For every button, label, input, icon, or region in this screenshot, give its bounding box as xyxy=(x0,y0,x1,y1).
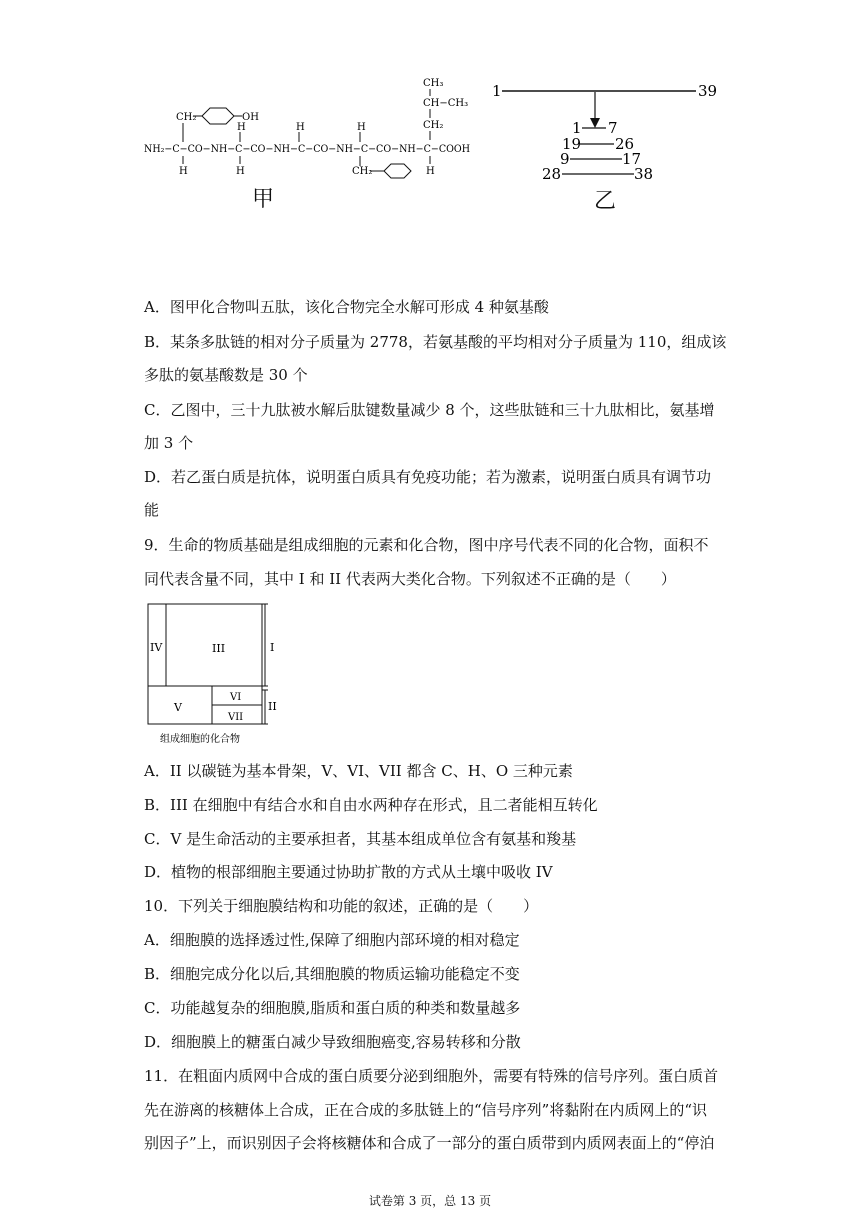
q9-option-d: D．植物的根部细胞主要通过协助扩散的方式从土壤中吸收 IV xyxy=(144,863,553,881)
q8-option-c: C．乙图中，三十九肽被水解后肽键数量减少 8 个，这些肽链和三十九肽相比，氨基增 xyxy=(144,401,715,419)
segment-start: 28 xyxy=(542,165,562,183)
arrow-down-icon xyxy=(590,118,600,128)
segment-end: 38 xyxy=(634,165,654,183)
q10-stem: 10．下列关于细胞膜结构和功能的叙述，正确的是（ ） xyxy=(144,897,539,915)
region-iii-label: III xyxy=(212,642,226,655)
segment-start: 19 xyxy=(562,135,582,153)
region-vi-label: VI xyxy=(230,692,242,703)
region-iv-label: IV xyxy=(150,641,163,654)
segment-end: 7 xyxy=(608,119,618,137)
figure-caption-yi: 乙 xyxy=(594,189,617,214)
benzene-ring-icon xyxy=(384,164,411,178)
area-figure-caption: 组成细胞的化合物 xyxy=(160,734,240,745)
page-footer: 试卷第 3 页，总 13 页 xyxy=(368,1194,492,1208)
segment-end: 26 xyxy=(615,135,635,153)
q9-stem: 9．生命的物质基础是组成细胞的元素和化合物，图中序号代表不同的化合物，面积不 xyxy=(144,536,709,554)
peptide-main-chain: NH₂−C−CO−NH−C−CO−NH−C−CO−NH−C−CO−NH−C−COOH xyxy=(144,144,471,155)
ch2-bottom-label: CH₂ xyxy=(352,166,373,177)
q9-option-a: A．II 以碳链为基本骨架，V、VI、VII 都含 C、H、O 三种元素 xyxy=(144,762,573,780)
h-label: H xyxy=(357,122,366,133)
region-v-label: V xyxy=(174,701,182,714)
q8-option-b-cont: 多肽的氨基酸数是 30 个 xyxy=(144,366,308,384)
segment-start: 1 xyxy=(572,119,582,137)
group-i-label: I xyxy=(270,641,275,654)
ch2-left-label: CH₂ xyxy=(176,112,197,123)
q11-stem-cont2: 别因子”上，而识别因子会将核糖体和合成了一部分的蛋白质带到内质网表面上的“停泊 xyxy=(144,1134,715,1152)
q10-option-b: B．细胞完成分化以后,其细胞膜的物质运输功能稳定不变 xyxy=(144,965,520,983)
q9-stem-cont: 同代表含量不同，其中 I 和 II 代表两大类化合物。下列叙述不正确的是（ ） xyxy=(144,570,676,588)
q8-option-a: A．图甲化合物叫五肽，该化合物完全水解可形成 4 种氨基酸 xyxy=(144,298,549,316)
h-label: H xyxy=(426,166,435,177)
h-label: H xyxy=(296,122,305,133)
q10-option-a: A．细胞膜的选择透过性,保障了细胞内部环境的相对稳定 xyxy=(144,931,520,949)
q9-option-c: C．V 是生命活动的主要承担者，其基本组成单位含有氨基和羧基 xyxy=(144,830,577,848)
chain-end-label: 39 xyxy=(698,82,718,100)
benzene-ring-icon xyxy=(202,108,234,124)
segment-end: 17 xyxy=(622,150,642,168)
peptide-structure-figure xyxy=(138,70,478,218)
figure-caption-jia: 甲 xyxy=(252,187,275,212)
ch3-label: CH₃ xyxy=(423,78,444,89)
ch2-right-label: CH₂ xyxy=(423,120,444,131)
q8-option-b: B．某条多肽链的相对分子质量为 2778，若氨基酸的平均相对分子质量为 110，组成该 xyxy=(144,333,727,351)
q9-option-b: B．III 在细胞中有结合水和自由水两种存在形式，且二者能相互转化 xyxy=(144,796,598,814)
h-label: H xyxy=(237,122,246,133)
segment-start: 9 xyxy=(560,150,570,168)
oh-label: OH xyxy=(242,112,259,123)
q8-option-d: D．若乙蛋白质是抗体，说明蛋白质具有免疫功能；若为激素，说明蛋白质具有调节功 xyxy=(144,468,712,486)
q11-stem: 11．在粗面内质网中合成的蛋白质要分泌到细胞外，需要有特殊的信号序列。蛋白质首 xyxy=(144,1067,719,1085)
h-label: H xyxy=(236,166,245,177)
chain-start-label: 1 xyxy=(492,82,502,100)
ch-ch3-label: CH−CH₃ xyxy=(423,98,469,109)
q8-option-d-cont: 能 xyxy=(144,501,160,519)
q10-option-d: D．细胞膜上的糖蛋白减少导致细胞癌变,容易转移和分散 xyxy=(144,1033,521,1051)
group-ii-label: II xyxy=(268,700,277,713)
region-vii-label: VII xyxy=(228,712,244,723)
q11-stem-cont: 先在游离的核糖体上合成，正在合成的多肽链上的“信号序列”将黏附在内质网上的“识 xyxy=(144,1101,708,1119)
compound-area-figure xyxy=(146,600,286,748)
q10-option-c: C．功能越复杂的细胞膜,脂质和蛋白质的种类和数量越多 xyxy=(144,999,521,1017)
q8-option-c-cont: 加 3 个 xyxy=(144,434,194,452)
h-label: H xyxy=(179,166,188,177)
